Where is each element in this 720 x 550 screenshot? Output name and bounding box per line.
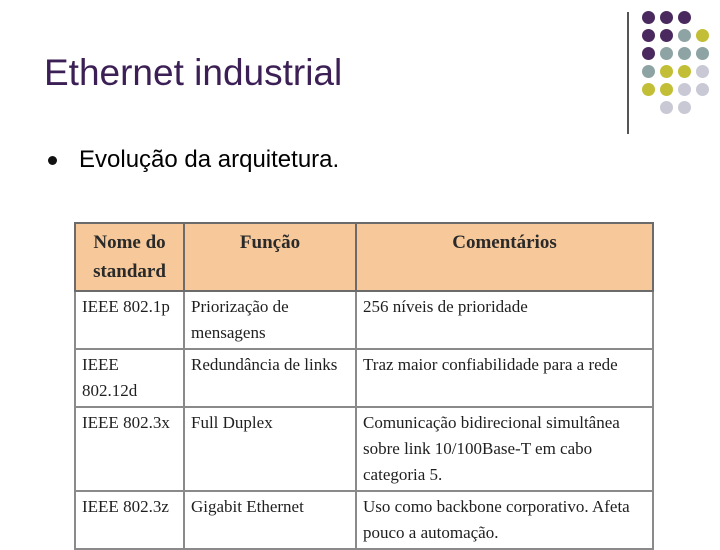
decorative-dot [660, 47, 673, 60]
cell-function: Gigabit Ethernet [184, 491, 356, 549]
decorative-dot [660, 101, 673, 114]
decorative-dot [660, 11, 673, 24]
decorative-dot [660, 29, 673, 42]
header-standard [75, 223, 184, 291]
standards-table [74, 222, 654, 550]
table-row [75, 491, 653, 549]
table-row [75, 407, 653, 491]
decorative-dot [642, 83, 655, 96]
decorative-dot [678, 29, 691, 42]
cell-function: Redundância de links [184, 349, 356, 407]
bullet-item [44, 145, 339, 175]
header-function: Função [184, 223, 356, 291]
cell-standard: IEEE 802.3z [75, 491, 184, 549]
decorative-dot [678, 47, 691, 60]
cell-standard: IEEE 802.1p [75, 291, 184, 349]
table-row [75, 349, 653, 407]
decorative-dot [678, 83, 691, 96]
cell-comment: Traz maior confiabilidade para a rede [356, 349, 653, 407]
decorative-dot [642, 47, 655, 60]
cell-comment: 256 níveis de prioridade [356, 291, 653, 349]
decorative-dot [642, 65, 655, 78]
header-comments: Comentários [356, 223, 653, 291]
decorative-dot [678, 101, 691, 114]
decorative-dot [660, 83, 673, 96]
decorative-dot [642, 29, 655, 42]
decorative-dot [696, 65, 709, 78]
decorative-dot [696, 83, 709, 96]
decorative-dot [696, 47, 709, 60]
header-standard-line2: standard [93, 261, 166, 282]
decorative-dot [696, 29, 709, 42]
table-header-row [75, 223, 653, 291]
decorative-dot [642, 11, 655, 24]
cell-function: Priorização de mensagens [184, 291, 356, 349]
bullet-dot-icon [48, 156, 57, 165]
decorative-dot [660, 65, 673, 78]
table-row [75, 291, 653, 349]
decorative-dot [678, 65, 691, 78]
decorative-dot-grid [0, 0, 720, 140]
cell-function: Full Duplex [184, 407, 356, 491]
decorative-dot [678, 11, 691, 24]
header-standard-line1: Nome do [93, 232, 166, 253]
bullet-text: Evolução da arquitetura. [79, 146, 340, 173]
cell-standard: IEEE 802.12d [75, 349, 184, 407]
cell-standard: IEEE 802.3x [75, 407, 184, 491]
cell-comment: Uso como backbone corporativo. Afeta pouco a automação. [356, 491, 653, 549]
cell-comment: Comunicação bidirecional simultânea sobre link 10/100Base-T em cabo categoria 5. [356, 407, 653, 491]
slide-title: Ethernet industrial [44, 52, 343, 93]
